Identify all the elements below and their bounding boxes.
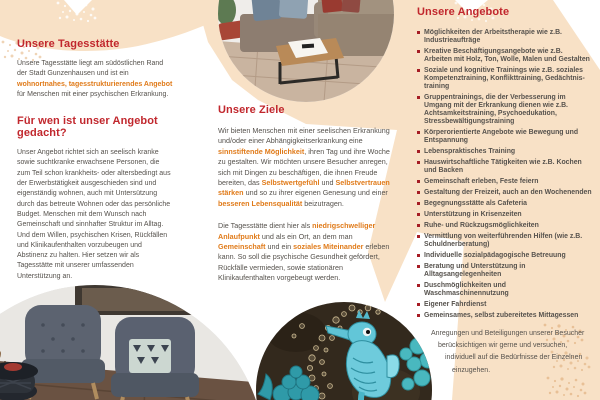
bullet-square-icon: [417, 265, 420, 268]
offer-item: [417, 189, 592, 197]
body-text: Die Tagesstätte dient hier als: [218, 221, 313, 231]
offer-item-label: Hauswirtschaftliche Tätigkeiten wie z.B. Kochen und Backen: [424, 159, 582, 174]
offer-item-label: Soziale und kognitive Trainings wie z.B. soziales Kompetenztraining, Konflikttraining, Gedächtnistraining: [424, 67, 585, 90]
offer-item: [417, 233, 592, 249]
body-text: und als ein Ort, an dem man: [259, 231, 353, 241]
bullet-square-icon: [417, 180, 420, 183]
ziele-paragraph-1: [218, 126, 391, 209]
highlighted-text: besseren Lebensqualität: [218, 198, 303, 208]
body-text: und: [319, 178, 336, 188]
offer-item-label: Unterstützung in Krisenzeiten: [424, 211, 522, 218]
highlighted-text: niedrigschwelliger Anlaufpunkt: [218, 221, 376, 241]
offer-item: [417, 94, 592, 126]
offer-item: [417, 263, 592, 279]
offer-list: [417, 29, 592, 320]
offer-item-label: Kreative Beschäftigungsangebote wie z.B. Arbeiten mit Holz, Ton, Wolle, Malen und Gestalten: [424, 48, 590, 63]
offer-item-label: Gruppentrainings, die der Verbesserung im Umgang mit der Erkrankung dienen wie z.B. Achtsamkeitstraining, Psychoedukation, Stressbewältigungstraining: [424, 94, 568, 125]
offer-item: [417, 282, 592, 298]
body-text: für Menschen mit einer psychischen Erkrankung.: [17, 90, 169, 98]
bullet-square-icon: [417, 131, 420, 134]
middle-column: [218, 104, 391, 284]
bullet-square-icon: [417, 284, 420, 287]
ziele-paragraph-2: [218, 221, 391, 283]
bullet-square-icon: [417, 202, 420, 205]
body-text: Wir bieten Menschen mit einer seelischen Erkrankung und/oder einer Abhängigkeitserkrankung eine: [218, 126, 390, 146]
offer-item: [417, 159, 592, 175]
offer-item-label: Duschmöglichkeiten und Waschmaschinennutzung: [424, 282, 509, 297]
left-column: [17, 38, 174, 282]
section-title-ziele: Unsere Ziele: [218, 104, 285, 116]
closing-line: individuell auf die Bedürfnisse der Einzelnen: [445, 354, 583, 362]
bullet-square-icon: [417, 161, 420, 164]
bullet-square-icon: [417, 69, 420, 72]
closing-line: einzugehen.: [452, 366, 491, 374]
closing-line: berücksichtigen wir gerne und versuchen,: [438, 342, 568, 350]
bullet-square-icon: [417, 191, 420, 194]
bullet-square-icon: [417, 31, 420, 34]
offer-item: [417, 29, 592, 45]
highlighted-text: Selbstvertrauen stärken: [218, 178, 390, 198]
offer-item-label: Vermittlung von weiterführenden Hilfen (wie z.B. Schuldnerberatung): [424, 233, 583, 248]
bullet-square-icon: [417, 224, 420, 227]
offer-item: [417, 67, 592, 91]
offer-item-label: Gemeinsames, selbst zubereitetes Mittagessen: [424, 312, 579, 319]
section-title-zielgruppe: Für wen ist unser Angebot gedacht?: [17, 115, 158, 140]
bullet-square-icon: [417, 314, 420, 317]
bullet-square-icon: [417, 96, 420, 99]
closing-line: Anregungen und Beteiligungen unserer Besucher: [431, 330, 585, 337]
body-text: , ihren Tag und ihre Woche zu gestalten. Wir möchten unsere Besucher anregen, sich mit Dingen zu beschäftigen, die ihnen Freude bereiten, das: [218, 146, 390, 188]
offer-item: [417, 148, 592, 156]
bullet-square-icon: [417, 254, 420, 257]
highlighted-text: Gemeinschaft: [218, 242, 266, 252]
body-text: und so zu ihrer eigenen Genesung und einer: [243, 188, 388, 198]
bullet-square-icon: [417, 50, 420, 53]
section-title-tagesstaette: Unsere Tagesstätte: [17, 38, 120, 50]
offer-item-label: Möglichkeiten der Arbeitstherapie wie z.B. Industrieaufträge: [424, 29, 562, 44]
offer-item-label: Gestaltung der Freizeit, auch an den Wochenenden: [424, 189, 592, 196]
offer-item-label: Begegnungsstätte als Cafeteria: [424, 200, 528, 207]
offer-item: [417, 252, 592, 260]
offer-item-label: Körperorientierte Angebote wie Bewegung und Entspannung: [424, 129, 579, 144]
zielgruppe-paragraph: Unser Angebot richtet sich an seelisch kranke sowie suchtkranke erwachsene Personen, die zum Teil schon krankheits- oder altersbedingt aus der Erwerbstätigkeit ausgeschieden sind und eigenständig wohnen, auch mit Untersützung durch das betreute Wohnen oder das persönliche Budget. Menschen mit dem Wunsch nach Gemeinschaft und sinnhafter Struktur im Alltag. Und dem Willen, psychischen Krisen, Rückfällen und Klinikaufenthalten vorzubeugen und Abstinenz zu halten. Hier setzen wir als Tagesstätte mit unserer umfassenden Unterstützung an.: [17, 149, 171, 280]
offer-item-label: Gemeinschaft erleben, Feste feiern: [424, 178, 539, 185]
offer-item: [417, 312, 592, 320]
closing-note: [417, 328, 592, 377]
offer-item: [417, 178, 592, 186]
highlighted-text: sinnstiftende Möglichkeit: [218, 146, 305, 156]
offer-item: [417, 301, 592, 309]
offer-item: [417, 129, 592, 145]
offer-item-label: Beratung und Unterstützung in Alltagsangelegenheiten: [424, 263, 526, 278]
highlighted-text: Selbstwertgefühl: [261, 178, 320, 188]
body-text: Unsere Tagesstätte liegt am südöstlichen Rand der Stadt Gunzenhausen und ist ein: [17, 60, 164, 78]
bullet-square-icon: [417, 235, 420, 238]
offer-item-label: Individuelle sozialpädagogische Betreuung: [424, 252, 566, 259]
offer-item: [417, 211, 592, 219]
body-text: beizutragen.: [302, 198, 344, 208]
offer-item-label: Lebenspraktisches Training: [424, 148, 516, 155]
bullet-square-icon: [417, 303, 420, 306]
tagesstaette-paragraph: [17, 59, 174, 100]
offer-item: [417, 48, 592, 64]
offer-item-label: Eigener Fahrdienst: [424, 301, 487, 308]
body-text: und ein: [265, 242, 294, 252]
offer-item-label: Ruhe- und Rückzugsmöglichkeiten: [424, 222, 539, 229]
offer-item: [417, 222, 592, 230]
section-title-angebote: Unsere Angebote: [417, 6, 510, 18]
bullet-square-icon: [417, 213, 420, 216]
body-text: erleben kann. So soll die psychische Gesundheit gefördert, Rückfälle vermieden, sowie stationären Klinikaufenthalten vorgebeugt werden.: [218, 242, 390, 283]
highlighted-text: wohnortnahes, tagesstrukturierendes Angebot: [17, 80, 173, 88]
bullet-square-icon: [417, 150, 420, 153]
offer-item: [417, 200, 592, 208]
right-column: [417, 6, 592, 377]
highlighted-text: soziales Miteinander: [293, 242, 364, 252]
